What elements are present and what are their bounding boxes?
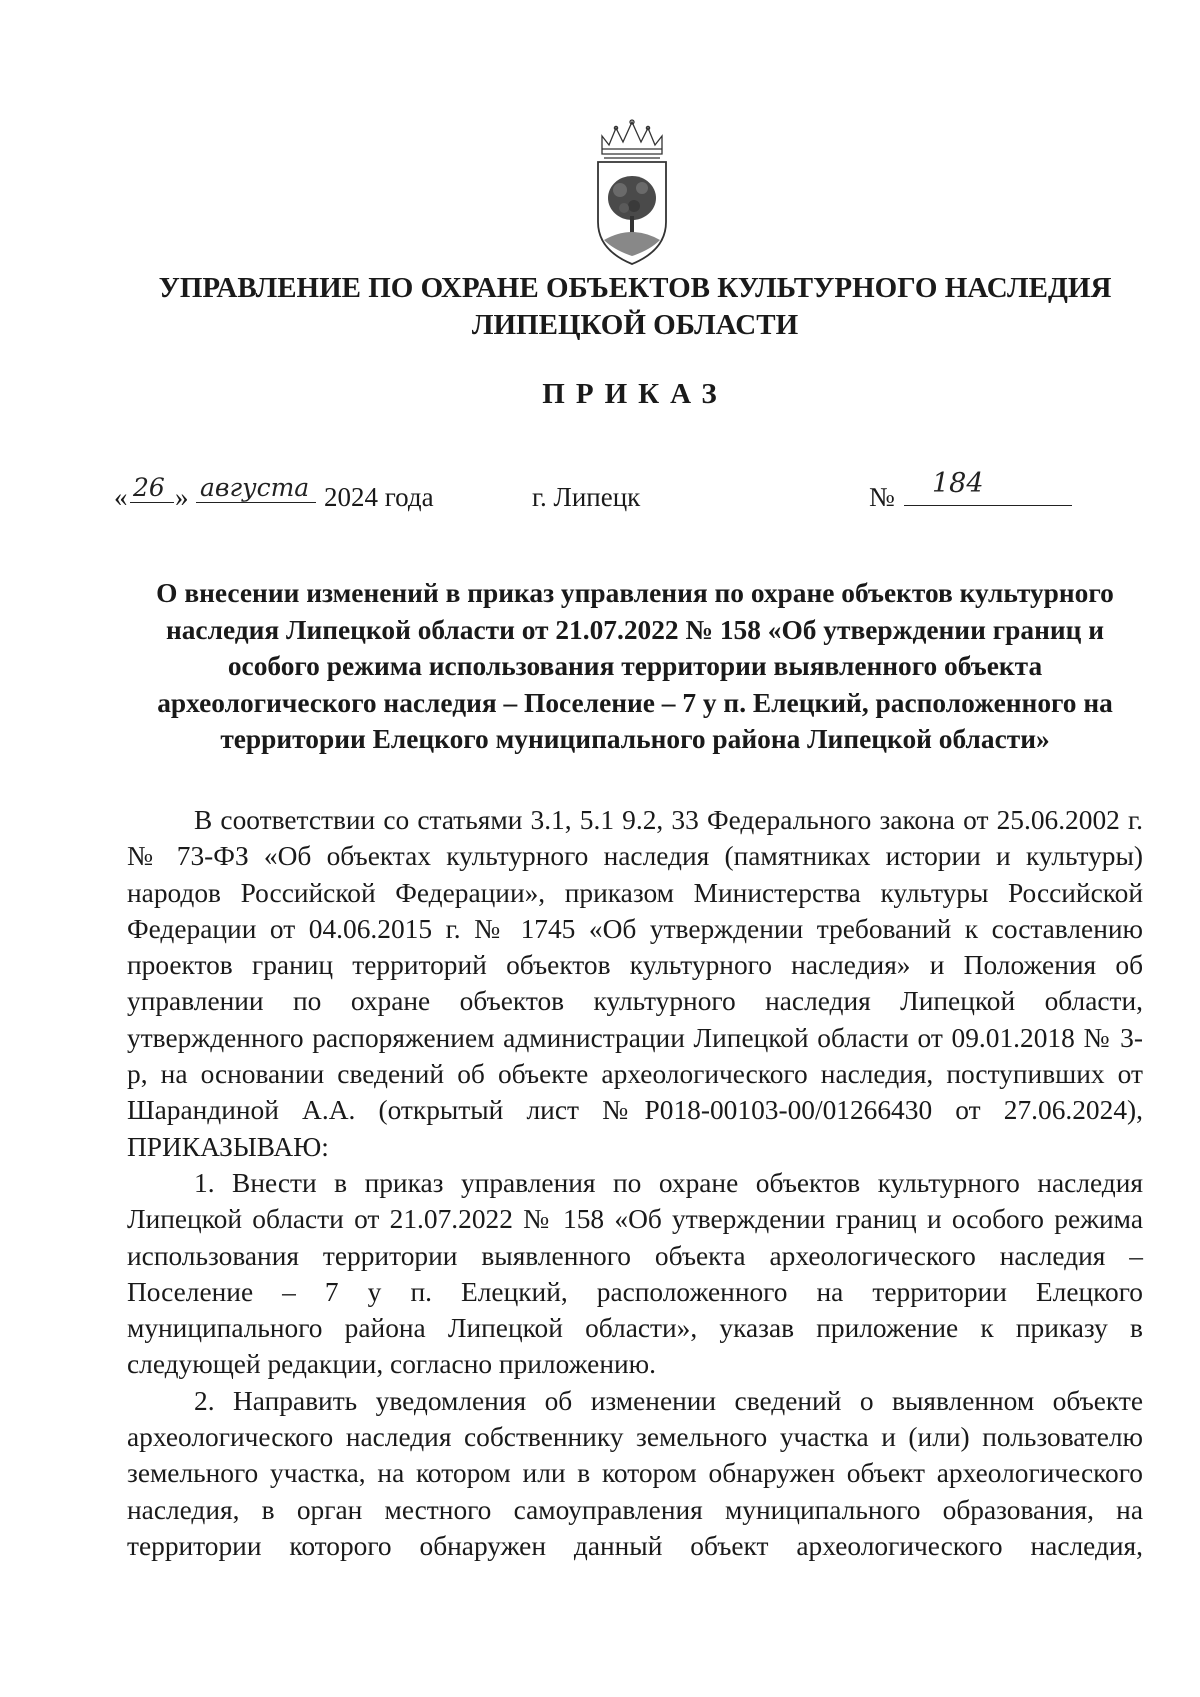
- document-body: [127, 802, 1143, 1564]
- day-underline: [130, 502, 174, 503]
- item-1-paragraph: 1. Внести в приказ управления по охране объектов культурного наследия Липецкой области от 21.07.2022 № 158 «Об утверждении границ и особого режима использования территории выявленного объекта археологического наследия – Поселение – 7 у п. Елецкий, расположенного на территории Елецкого муниципального района Липецкой области», указав приложение к приказу в следующей редакции, согласно приложению.: [127, 1167, 1143, 1380]
- document-title: О внесении изменений в приказ управления по охране объектов культурного наследия Липецкой области от 21.07.2022 № 158 «Об утверждении границ и особого режима использования территории выявленного объекта археологического наследия – Поселение – 7 у п. Елецкий, расположенного на территории Елецкого муниципального района Липецкой области»: [156, 578, 1114, 754]
- number-value: 184: [932, 468, 984, 499]
- quote-close: »: [175, 482, 189, 512]
- date-line: [0, 470, 1200, 520]
- year-text: 2024 года: [324, 482, 434, 512]
- city-text: г. Липецк: [532, 482, 641, 512]
- org-line-1: УПРАВЛЕНИЕ ПО ОХРАНЕ ОБЪЕКТОВ КУЛЬТУРНОГО НАСЛЕДИЯ: [158, 272, 1112, 304]
- quote-open: «: [114, 482, 128, 512]
- preamble-paragraph: В соответствии со статьями 3.1, 5.1 9.2, 33 Федерального закона от 25.06.2002 г. № 73-ФЗ «Об объектах культурного наследия (памятниках истории и культуры) народов Российской Федерации», приказом Министерства культуры Российской Федерации от 04.06.2015 г. № 1745 «Об утверждении требований к составлению проектов границ территорий объектов культурного наследия» и Положения об управлении по охране объектов культурного наследия Липецкой области, утвержденного распоряжением администрации Липецкой области от 09.01.2018 № 3-р, на основании сведений об объекте археологического наследия, поступивших от Шарандиной А.А. (открытый лист №Р018-00103-00/01266430 от 27.06.2024), ПРИКАЗЫВАЮ:: [127, 805, 1143, 1162]
- number-underline: [904, 505, 1072, 506]
- organization-name: [120, 270, 1150, 344]
- number-label: №: [869, 482, 895, 512]
- coat-of-arms-icon: [590, 118, 674, 266]
- document-type: ПРИКАЗ: [542, 378, 728, 410]
- org-line-2: ЛИПЕЦКОЙ ОБЛАСТИ: [471, 309, 799, 341]
- item-2-paragraph: 2. Направить уведомления об изменении сведений о выявленном объекте археологического наследия собственнику земельного участка и (или) пользователю земельного участка, на котором или в котором обнаружен объект археологического наследия, в орган местного самоуправления муниципального образования, на территории которого обнаружен данный объект археологического наследия,: [127, 1385, 1143, 1561]
- month-value: августа: [200, 473, 310, 502]
- day-value: 26: [133, 473, 165, 502]
- month-underline: [196, 502, 316, 503]
